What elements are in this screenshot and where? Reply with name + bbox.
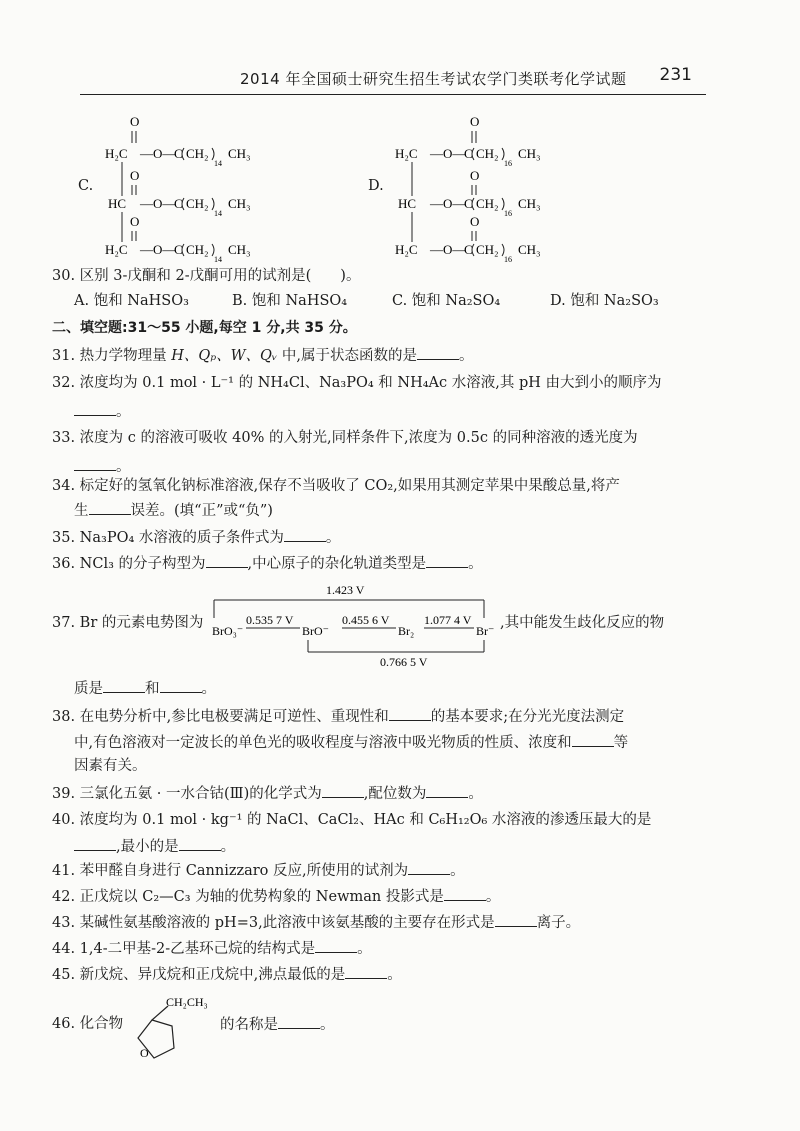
answer-blank[interactable] (322, 783, 364, 798)
question-34: 34. 标定好的氢氧化钠标准溶液,保存不当吸收了 CO₂,如果用其测定苹果中果酸总量,将产 (52, 478, 620, 494)
d-carbonyl-c-1: C (464, 146, 473, 161)
question-31: 31. 热力学物理量 H、Qₚ、W、Qᵥ 中,属于状态函数的是 。 (52, 345, 474, 366)
answer-blank[interactable] (160, 678, 202, 693)
d-hc-2: HC (398, 196, 417, 211)
d-n-3: 16 (504, 255, 512, 264)
species-bro: BrO⁻ (302, 624, 329, 638)
ch3-1: CH₃ (228, 146, 251, 161)
answer-blank[interactable] (278, 1014, 320, 1029)
structure-option-d (390, 110, 610, 270)
carbonyl-c-1: C (174, 146, 183, 161)
page-number: 231 (659, 65, 692, 85)
structure-option-c (100, 110, 320, 270)
carbonyl-o-2: O (130, 168, 140, 183)
answer-blank[interactable] (74, 401, 116, 416)
header-title: 2014 年全国硕士研究生招生考试农学门类联考化学试题 (240, 70, 627, 88)
answer-blank[interactable] (74, 836, 116, 851)
carbonyl-o-1: O (130, 114, 140, 129)
answer-blank[interactable] (444, 886, 486, 901)
e-bro-br2: 0.455 6 V (342, 613, 390, 627)
ring-oxygen: O (140, 1046, 149, 1060)
question-38: 38. 在电势分析中,参比电极要满足可逆性、重现性和 的基本要求;在分光光度法测定 (52, 706, 624, 727)
question-41: 41. 苯甲醛自身进行 Cannizzaro 反应,所使用的试剂为 。 (52, 860, 465, 881)
section-2-heading: 二、填空题:31～55 小题,每空 1 分,共 35 分。 (52, 320, 357, 336)
bromine-potential-diagram (208, 580, 498, 668)
top-potential: 1.423 V (326, 583, 365, 597)
question-39: 39. 三氯化五氨 · 一水合钴(Ⅲ)的化学式为 ,配位数为 。 (52, 783, 483, 804)
option-c[interactable]: C. 饱和 Na₂SO₄ (392, 293, 501, 309)
question-38-cont: 中,有色溶液对一定波长的单色光的吸收程度与溶液中吸光物质的性质、浓度和 等 (74, 732, 628, 753)
ester-o-3: —O— (140, 242, 176, 257)
carbonyl-c-3: C (174, 242, 183, 257)
question-43: 43. 某碱性氨基酸溶液的 pH=3,此溶液中该氨基酸的主要存在形式是 离子。 (52, 912, 580, 933)
option-a[interactable]: A. 饱和 NaHSO₃ (74, 293, 189, 309)
answer-blank[interactable] (408, 860, 450, 875)
question-46-cont: 的名称是 。 (220, 1014, 335, 1035)
question-40-cont: ,最小的是 。 (74, 836, 235, 857)
answer-blank[interactable] (206, 553, 248, 568)
h2c-3: H₂C (105, 242, 128, 257)
d-ester-o-3: —O— (430, 242, 466, 257)
question-37: 37. Br 的元素电势图为 (52, 615, 204, 631)
answer-blank[interactable] (345, 964, 387, 979)
d-ch2-2: CH₂ (476, 196, 499, 211)
question-32: 32. 浓度均为 0.1 mol · L⁻¹ 的 NH₄Cl、Na₃PO₄ 和 NH₄Ac 水溶液,其 pH 由大到小的顺序为 (52, 375, 662, 391)
ch3-3: CH₃ (228, 242, 251, 257)
question-34-cont: 生 误差。(填“正”或“负”) (74, 500, 273, 521)
ch3-2: CH₃ (228, 196, 251, 211)
d-carbonyl-o-2: O (470, 168, 480, 183)
ch2-3: CH₂ (186, 242, 209, 257)
question-32-cont: 。 (74, 401, 131, 422)
d-n-2: 16 (504, 209, 512, 218)
answer-blank[interactable] (389, 706, 431, 721)
question-45: 45. 新戊烷、异戊烷和正戊烷中,沸点最低的是 。 (52, 964, 402, 985)
answer-blank[interactable] (74, 456, 116, 471)
question-37-b: ,其中能发生歧化反应的物 (500, 615, 665, 631)
answer-blank[interactable] (103, 678, 145, 693)
carbonyl-c-2: C (174, 196, 183, 211)
species-br2: Br₂ (398, 624, 415, 638)
h2c-1: H₂C (105, 146, 128, 161)
d-h2c-1: H₂C (395, 146, 418, 161)
option-d[interactable]: D. 饱和 Na₂SO₃ (550, 293, 659, 309)
question-36: 36. NCl₃ 的分子构型为 ,中心原子的杂化轨道类型是 。 (52, 553, 483, 574)
answer-blank[interactable] (417, 345, 459, 360)
ester-o-2: —O— (140, 196, 176, 211)
ch2-1: CH₂ (186, 146, 209, 161)
species-bro3: BrO₃⁻ (212, 624, 244, 638)
question-30-options (74, 291, 659, 311)
answer-blank[interactable] (315, 938, 357, 953)
tetrahydrofuran-structure (118, 992, 218, 1066)
question-46: 46. 化合物 (52, 1016, 124, 1032)
question-44: 44. 1,4-二甲基-2-乙基环己烷的结构式是 。 (52, 938, 372, 959)
n-3: 14 (214, 255, 222, 264)
d-ch2-1: CH₂ (476, 146, 499, 161)
d-ch2-3: CH₂ (476, 242, 499, 257)
n-1: 14 (214, 159, 222, 168)
question-40: 40. 浓度均为 0.1 mol · kg⁻¹ 的 NaCl、CaCl₂、HAc 和 C₆H₁₂O₆ 水溶液的渗透压最大的是 (52, 812, 652, 828)
d-h2c-3: H₂C (395, 242, 418, 257)
d-ch3-3: CH₃ (518, 242, 541, 257)
option-d-label: D. (368, 178, 384, 194)
species-br: Br⁻ (476, 624, 495, 638)
d-ester-o-2: —O— (430, 196, 466, 211)
page-header (80, 64, 706, 95)
question-30: 30. 区别 3-戊酮和 2-戊酮可用的试剂是( )。 (52, 268, 361, 284)
question-38-end: 因素有关。 (74, 758, 147, 774)
option-c-label: C. (78, 178, 94, 194)
answer-blank[interactable] (179, 836, 221, 851)
answer-blank[interactable] (426, 553, 468, 568)
answer-blank[interactable] (89, 500, 131, 515)
d-ch3-2: CH₃ (518, 196, 541, 211)
question-33-cont: 。 (74, 456, 131, 477)
question-35: 35. Na₃PO₄ 水溶液的质子条件式为 。 (52, 527, 340, 548)
d-carbonyl-o-3: O (470, 214, 480, 229)
e-bro3-bro: 0.535 7 V (246, 613, 294, 627)
answer-blank[interactable] (284, 527, 326, 542)
question-37-cont: 质是 和 。 (74, 678, 216, 699)
ester-o-1: —O— (140, 146, 176, 161)
d-ch3-1: CH₃ (518, 146, 541, 161)
answer-blank[interactable] (426, 783, 468, 798)
d-carbonyl-c-3: C (464, 242, 473, 257)
hc-2: HC (108, 196, 127, 211)
question-42: 42. 正戊烷以 C₂—C₃ 为轴的优势构象的 Newman 投影式是 。 (52, 886, 500, 907)
answer-blank[interactable] (572, 732, 614, 747)
answer-blank[interactable] (495, 912, 537, 927)
n-2: 14 (214, 209, 222, 218)
ethyl-group: CH₂CH₃ (166, 995, 208, 1009)
d-carbonyl-o-1: O (470, 114, 480, 129)
option-b[interactable]: B. 饱和 NaHSO₄ (232, 293, 348, 309)
bottom-potential: 0.766 5 V (380, 655, 428, 668)
ch2-2: CH₂ (186, 196, 209, 211)
d-n-1: 16 (504, 159, 512, 168)
carbonyl-o-3: O (130, 214, 140, 229)
question-33: 33. 浓度为 c 的溶液可吸收 40% 的入射光,同样条件下,浓度为 0.5c 的同种溶液的透光度为 (52, 430, 638, 446)
d-carbonyl-c-2: C (464, 196, 473, 211)
d-ester-o-1: —O— (430, 146, 466, 161)
e-br2-br: 1.077 4 V (424, 613, 472, 627)
